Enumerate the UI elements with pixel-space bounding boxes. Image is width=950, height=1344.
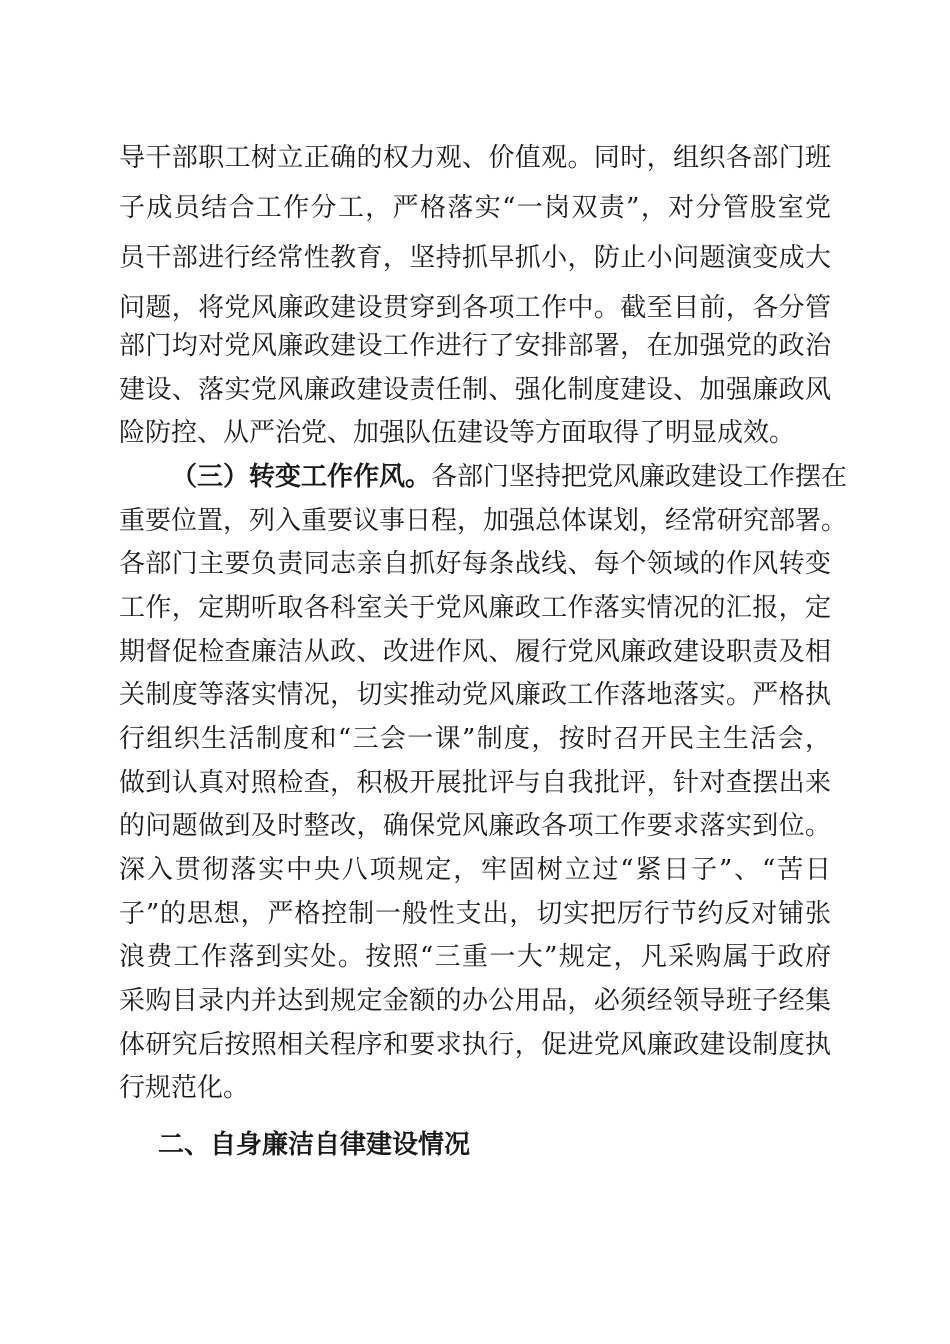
sub-heading-title: （三）转变工作作风。 <box>171 462 432 492</box>
paragraph-line: 子”的思想，严格控制一般性支出，切实把厉行节约反对铺张 <box>119 899 831 929</box>
paragraph-line: 采购目录内并达到规定金额的办公用品，必须经领导班子经集 <box>119 986 831 1016</box>
paragraph-line: 部门均对党风廉政建设工作进行了安排部署，在加强党的政治 <box>119 331 831 361</box>
paragraph-line: 员干部进行经常性教育，坚持抓早抓小，防止小问题演变成大 <box>119 243 831 273</box>
paragraph-line: 导干部职工树立正确的权力观、价值观。同时，组织各部门班 <box>119 143 831 173</box>
paragraph-line: 建设、落实党风廉政建设责任制、强化制度建设、加强廉政风 <box>119 375 831 405</box>
paragraph-line: 关制度等落实情况，切实推动党风廉政工作落地落实。严格执 <box>119 680 831 710</box>
paragraph-line: 重要位置，列入重要议事日程，加强总体谋划，经常研究部署。 <box>119 506 848 536</box>
paragraph-line: 浪费工作落到实处。按照“三重一大”规定，凡采购属于政府 <box>119 942 831 972</box>
paragraph-line: 险防控、从严治党、加强队伍建设等方面取得了明显成效。 <box>119 418 796 448</box>
sub-heading-rest: 各部门坚持把党风廉政建设工作摆在 <box>431 462 848 492</box>
paragraph-line: 的问题做到及时整改，确保党风廉政各项工作要求落实到位。 <box>119 811 831 841</box>
sub-heading-line <box>171 457 848 497</box>
paragraph-line: 期督促检查廉洁从政、改进作风、履行党风廉政建设职责及相 <box>119 637 831 667</box>
paragraph-line: 行规范化。 <box>119 1073 250 1103</box>
paragraph-line: 做到认真对照检查，积极开展批评与自我批评，针对查摆出来 <box>119 768 831 798</box>
paragraph-line: 体研究后按照相关程序和要求执行，促进党风廉政建设制度执 <box>119 1030 831 1060</box>
paragraph-line: 深入贯彻落实中央八项规定，牢固树立过“紧日子”、“苦日 <box>119 855 831 885</box>
paragraph-line: 子成员结合工作分工，严格落实“一岗双责”，对分管股室党 <box>119 193 831 223</box>
paragraph-line: 问题，将党风廉政建设贯穿到各项工作中。截至目前，各分管 <box>119 293 831 323</box>
section-heading: 二、自身廉洁自律建设情况 <box>158 1130 471 1160</box>
paragraph-line: 工作，定期听取各科室关于党风廉政工作落实情况的汇报，定 <box>119 593 831 623</box>
paragraph-line: 行组织生活制度和“三会一课”制度，按时召开民主生活会， <box>119 724 831 754</box>
paragraph-line: 各部门主要负责同志亲自抓好每条战线、每个领域的作风转变 <box>119 549 831 579</box>
